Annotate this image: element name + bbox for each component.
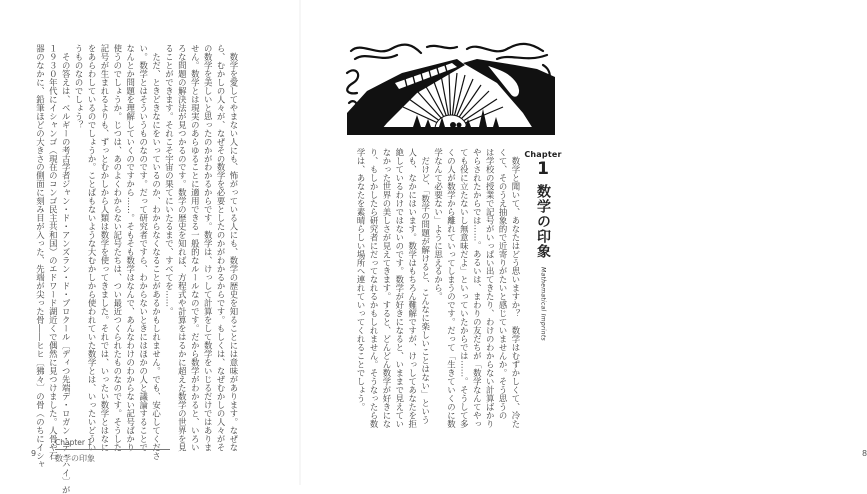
page-number-left: 9	[31, 449, 37, 458]
text-column: い。数学とはそういうものなのです。だって研究者ですら、わからないときにはほかの人と議論することで	[138, 44, 149, 452]
text-column: ても役に立たないし無意味だよ」といっていたからでは……。そうして多	[459, 148, 470, 429]
text-column: 記号が生まれるよりも、ずっとむかしから人類は数学を使ってきました。それでは、いったい数学とはなに	[99, 44, 110, 452]
text-column: やらされたからでは……。あるいは、まわりの友だちが「数学なんてやっ	[472, 148, 483, 429]
running-head	[55, 438, 170, 464]
text-column: 学は、あなたを素晴らしい場所へ連れていってくれることでしょう。	[356, 148, 367, 412]
running-head-chapter: Chapter 1	[55, 438, 170, 450]
text-column: だけど、「数学の問題が解けると、こんなに楽しいことはない」という	[420, 148, 431, 424]
chapter-label: Chapter	[524, 150, 562, 159]
text-column: 使うのでしょうか。じつは、あのよくわからない記号たちは、つい最近つくられたものなのです。そうした	[112, 44, 123, 452]
text-column: せん。数学とは現実のあらゆることに適用できる一般的なルールなのです。だから数学がわかると、いろい	[190, 44, 201, 452]
text-column: ただ、ときどきなにをいっているのか、わからなくなることがあるかもしれません。でも、安心してくださ	[151, 44, 162, 461]
text-column: 数学を愛してやまない人にも、怖がっている人にも、数学の歴史を知ることには意味があります。なぜな	[229, 44, 239, 452]
chapter-heading	[523, 150, 563, 341]
text-column: 器のなかに、鉛筆ほどの大きさの側面に刻み目が入った、先端が尖った骨――ヒヒ〔狒々〕の骨（のちにイシャ	[35, 44, 46, 469]
text-column: は学校の授業で記号がいっぱい出てきたり、わけのわからない計算ばかり	[485, 148, 496, 429]
text-column: 数学と聞いて、あなたはどう思いますか？ 数学はむずかしくて、冷た	[511, 148, 521, 429]
text-column: の数学を美しいと思ったのかがわかるからです。数学は、けっして計算をして数学をいじるだけではありま	[203, 44, 214, 452]
text-column: うものなのでしょう？	[74, 44, 85, 129]
text-column: ら、むかしの人々が、なぜその数学を必要としたのかがわかるからです。もしくは、なぜむかしの人々がそ	[216, 44, 227, 452]
text-column: くて、そのうえ抽象的で近寄りがたいと感じていませんか。そう思うの	[498, 148, 509, 420]
woodcut-sunrise-mountain-illustration	[347, 43, 555, 135]
text-column: １９３０年代にイシャンゴ（現在のコンゴ民主共和国）のエドワード湖近くで偶然に見つけました。人骨や石	[48, 44, 59, 461]
chapter-title: 数学の印象	[535, 184, 551, 259]
running-head-title: 数学の印象	[55, 454, 95, 463]
text-column: その答えは、ベルギーの考古学者ジャン・ド・アンズラン・ド・ブロクール〔ディつ先端デ・ロガン・デ・ハイ〕が	[61, 44, 72, 494]
text-column: ることができます。それこそ宇宙の果てにいたるまで、すべてを……。	[164, 44, 175, 316]
text-column: 学なんて必要ない」ように思えるから。	[433, 148, 444, 301]
chapter-number: 1	[537, 159, 549, 179]
text-column: り、もしかしたら研究者にだってなれるかもしれません。そうなったら数	[369, 148, 380, 429]
text-column: 人も、なかにはいます。数学はもちろん難解ですが、けっしてあなたを拒	[407, 148, 418, 429]
left-page	[0, 0, 300, 494]
page-number-right: 8	[862, 449, 867, 458]
right-page	[300, 0, 867, 485]
text-column: くの人が数学から離れていってしまうのです。だって「生きていくのに数	[446, 148, 457, 429]
text-column: 絶しているわけではないのです。数学が好きになると、いままで見えてい	[394, 148, 405, 429]
text-column: なんとか問題を理解していくのですから……。そもそも数学はなんで、あんなわけのわからない記号ばかり	[125, 44, 136, 452]
text-column: ろな問題の解決法が見つかるのです。数学の歴史を知れば、方程式や計算をはるかに超えた数学の世界を見	[177, 44, 188, 452]
text-column: をあらわしているのでしょうか。ことばもないような大むかしから使われていた数学とは、いったいどうい	[87, 44, 98, 452]
chapter-title-english: Mathematical Imprints	[539, 267, 547, 341]
right-page-body-text	[354, 148, 522, 429]
text-column: なかった世界の美しさが見えてきます。すると、どんどん数学が好きにな	[381, 148, 392, 429]
